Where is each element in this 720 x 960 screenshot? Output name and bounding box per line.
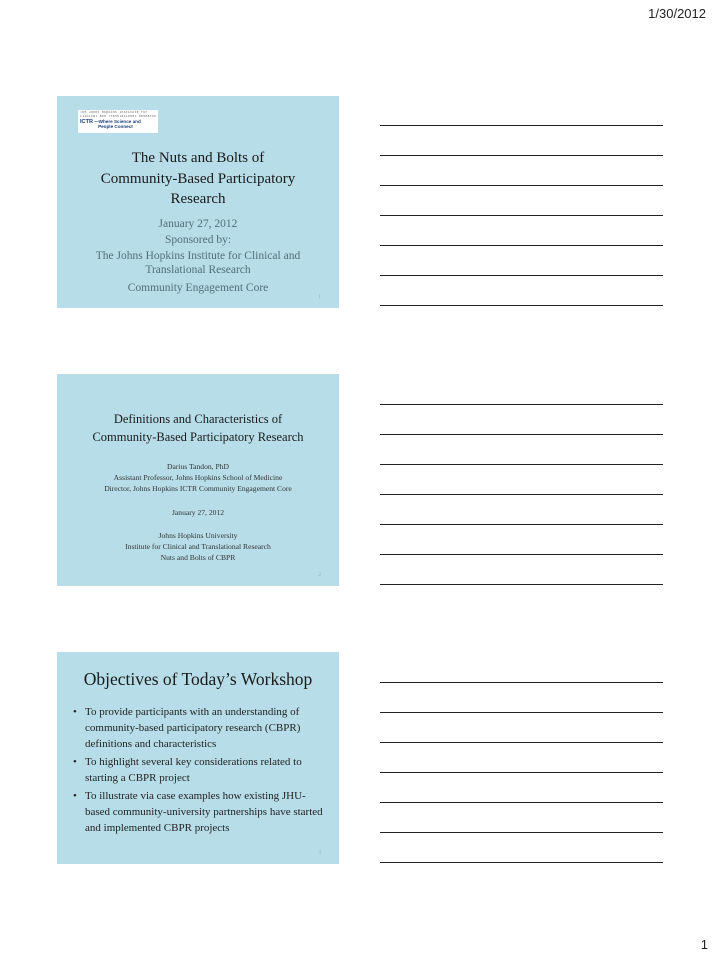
bullet-text: To provide participants with an understanding of community-based participatory research (CBPR) definitions and characteristics <box>85 706 301 750</box>
note-line <box>380 185 663 186</box>
slide-1-date: January 27, 2012 <box>158 218 238 230</box>
slide-1-sponsor-line: Translational Research <box>145 264 251 276</box>
note-line <box>380 802 663 803</box>
list-item <box>73 788 325 836</box>
ictr-logo <box>78 110 158 133</box>
slide-2 <box>57 374 339 586</box>
bullet-icon: • <box>73 706 77 718</box>
slide-2-org-block <box>67 531 329 563</box>
bullet-text: To highlight several key considerations related to starting a CBPR project <box>85 756 302 784</box>
slide-2-title-line: Definitions and Characteristics of <box>113 412 283 426</box>
slide-1-core: Community Engagement Core <box>127 282 269 294</box>
slide-3-bullet-list <box>73 704 325 838</box>
slide-number: 1 <box>318 295 321 300</box>
note-line <box>380 862 663 863</box>
note-line <box>380 772 663 773</box>
note-line <box>380 682 663 683</box>
logo-tagline-1: —Where Science and <box>94 119 141 125</box>
slide-2-org: Johns Hopkins University <box>158 531 238 540</box>
slide-number: 2 <box>318 573 321 578</box>
note-line <box>380 832 663 833</box>
slide-3-title: Objectives of Today’s Workshop <box>83 669 313 689</box>
slide-number: 3 <box>318 851 321 856</box>
slide-2-date: January 27, 2012 <box>171 508 225 517</box>
page-number: 1 <box>700 937 708 952</box>
note-line <box>380 155 663 156</box>
slide-1 <box>57 96 339 308</box>
slide-1-title-line: Research <box>170 191 226 207</box>
logo-ictr: ICTR <box>80 119 94 126</box>
note-line <box>380 712 663 713</box>
slide-2-org: Institute for Clinical and Translational Research <box>125 541 271 551</box>
note-line <box>380 275 663 276</box>
bullet-icon: • <box>73 756 77 768</box>
note-line <box>380 215 663 216</box>
slide-2-role: Assistant Professor, Johns Hopkins School of Medicine <box>113 472 283 482</box>
slide-2-presenter-block <box>67 462 329 494</box>
slide-2-org: Nuts and Bolts of CBPR <box>160 552 236 562</box>
note-line <box>380 305 663 306</box>
slide-1-title <box>77 148 319 210</box>
slide-1-sponsor-line: The Johns Hopkins Institute for Clinical and <box>95 250 301 262</box>
note-line <box>380 584 663 585</box>
logo-text-line-1: The Johns Hopkins Institute for <box>80 111 148 114</box>
note-line <box>380 404 663 405</box>
slide-2-title-line: Community-Based Participatory Research <box>92 430 304 444</box>
list-item <box>73 754 325 786</box>
slide-1-sponsored: Sponsored by: <box>164 234 232 246</box>
bullet-text: To illustrate via case examples how existing JHU-based community-university partnerships have started and implemented CBPR projects <box>85 790 323 834</box>
slide-1-title-line: Community-Based Participatory <box>100 170 296 187</box>
note-line <box>380 524 663 525</box>
note-line <box>380 464 663 465</box>
note-line <box>380 494 663 495</box>
slide-1-subtitle <box>71 216 325 296</box>
slide-2-title <box>71 410 325 446</box>
slide-2-role: Director, Johns Hopkins ICTR Community Engagement Core <box>104 483 292 493</box>
note-line <box>380 742 663 743</box>
slide-1-title-line: The Nuts and Bolts of <box>131 150 265 166</box>
note-line <box>380 125 663 126</box>
slide-2-presenter: Darius Tandon, PhD <box>167 462 229 471</box>
page-date: 1/30/2012 <box>648 6 706 21</box>
note-line <box>380 245 663 246</box>
logo-tagline-2: People Connect <box>98 124 133 130</box>
bullet-icon: • <box>73 790 77 802</box>
note-line <box>380 434 663 435</box>
slide-3 <box>57 652 339 864</box>
list-item <box>73 704 325 752</box>
note-line <box>380 554 663 555</box>
logo-text-line-2: Clinical and Translational Research <box>80 114 156 118</box>
